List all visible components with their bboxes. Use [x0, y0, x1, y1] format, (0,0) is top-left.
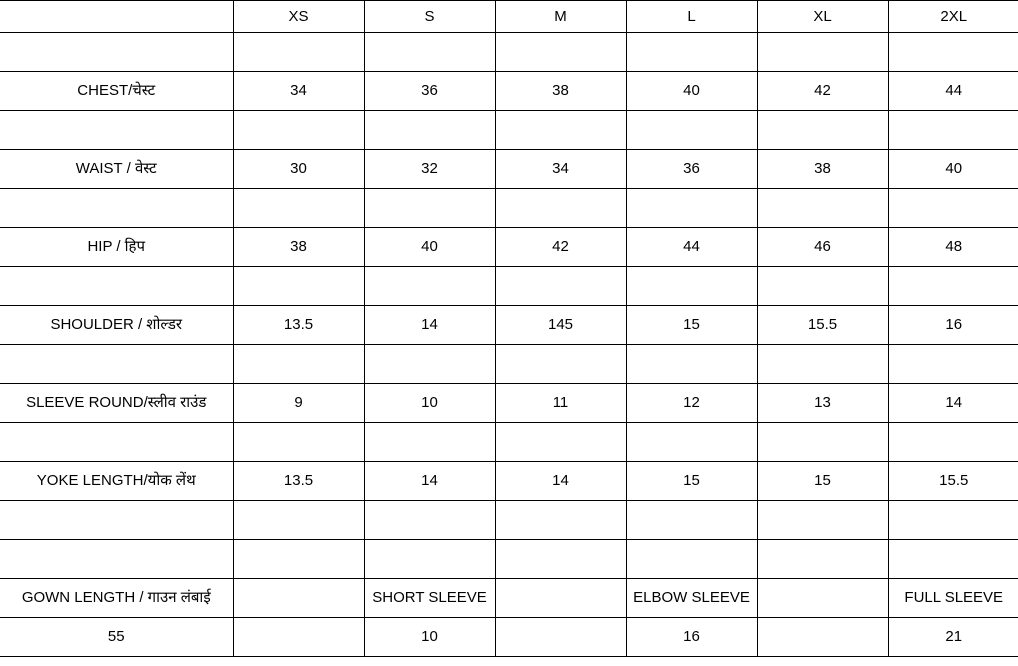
value-shoulder-xs: 13.5 — [233, 306, 364, 345]
spacer-cell — [233, 189, 364, 228]
header-cell-2xl: 2XL — [888, 1, 1018, 33]
table-row — [0, 306, 1018, 345]
value-sleeve-round-xs: 9 — [233, 384, 364, 423]
measurement-label-hip: HIP / हिप — [0, 228, 233, 267]
value-waist-m: 34 — [495, 150, 626, 189]
value-yoke-length-xs: 13.5 — [233, 462, 364, 501]
measurement-label-sleeve-round: SLEEVE ROUND/स्लीव राउंड — [0, 384, 233, 423]
measurement-label-yoke-length: YOKE LENGTH/योक लेंथ — [0, 462, 233, 501]
gown-empty-xs — [233, 579, 364, 618]
value-hip-xl: 46 — [757, 228, 888, 267]
spacer-cell — [364, 111, 495, 150]
spacer-cell — [233, 267, 364, 306]
value-sleeve-round-2xl: 14 — [888, 384, 1018, 423]
spacer-cell — [888, 423, 1018, 462]
value-elbow-sleeve: 16 — [626, 618, 757, 657]
header-cell-label — [0, 1, 233, 33]
table-row — [0, 579, 1018, 618]
value-sleeve-round-xl: 13 — [757, 384, 888, 423]
spacer-cell — [233, 111, 364, 150]
spacer-cell — [0, 111, 233, 150]
spacer-cell — [233, 540, 364, 579]
table-row — [0, 150, 1018, 189]
value-full-sleeve: 21 — [888, 618, 1018, 657]
spacer-cell — [364, 33, 495, 72]
value-yoke-length-l: 15 — [626, 462, 757, 501]
value-short-sleeve: 10 — [364, 618, 495, 657]
spacer-cell — [757, 189, 888, 228]
value-shoulder-s: 14 — [364, 306, 495, 345]
table-row — [0, 228, 1018, 267]
spacer-cell — [626, 540, 757, 579]
measurement-label-waist: WAIST / वेस्ट — [0, 150, 233, 189]
spacer-cell — [888, 33, 1018, 72]
size-chart-body — [0, 1, 1018, 657]
value-hip-xs: 38 — [233, 228, 364, 267]
value-waist-l: 36 — [626, 150, 757, 189]
sleeve-empty-xl — [757, 618, 888, 657]
spacer-cell — [233, 501, 364, 540]
table-row — [0, 618, 1018, 657]
spacer-cell — [233, 423, 364, 462]
spacer-cell — [495, 189, 626, 228]
spacer-cell — [888, 345, 1018, 384]
sleeve-option-full: FULL SLEEVE — [888, 579, 1018, 618]
spacer-cell — [757, 267, 888, 306]
spacer-cell — [495, 33, 626, 72]
value-hip-l: 44 — [626, 228, 757, 267]
spacer-cell — [757, 423, 888, 462]
spacer-cell — [495, 501, 626, 540]
spacer-cell — [364, 189, 495, 228]
table-row — [0, 384, 1018, 423]
table-row — [0, 33, 1018, 72]
spacer-cell — [888, 540, 1018, 579]
header-cell-xs: XS — [233, 1, 364, 33]
value-hip-2xl: 48 — [888, 228, 1018, 267]
sleeve-empty-m — [495, 618, 626, 657]
value-yoke-length-s: 14 — [364, 462, 495, 501]
value-chest-2xl: 44 — [888, 72, 1018, 111]
spacer-cell — [0, 423, 233, 462]
spacer-cell — [364, 423, 495, 462]
spacer-cell — [364, 501, 495, 540]
value-waist-s: 32 — [364, 150, 495, 189]
spacer-cell — [888, 501, 1018, 540]
table-row — [0, 462, 1018, 501]
value-chest-s: 36 — [364, 72, 495, 111]
spacer-cell — [626, 189, 757, 228]
header-cell-s: S — [364, 1, 495, 33]
value-waist-xl: 38 — [757, 150, 888, 189]
value-chest-xl: 42 — [757, 72, 888, 111]
spacer-cell — [495, 345, 626, 384]
header-cell-m: M — [495, 1, 626, 33]
value-yoke-length-m: 14 — [495, 462, 626, 501]
value-chest-xs: 34 — [233, 72, 364, 111]
value-chest-l: 40 — [626, 72, 757, 111]
spacer-cell — [626, 345, 757, 384]
measurement-label-gown-length: GOWN LENGTH / गाउन लंबाई — [0, 579, 233, 618]
value-gown-length: 55 — [0, 618, 233, 657]
table-row — [0, 540, 1018, 579]
sleeve-empty-xs — [233, 618, 364, 657]
value-shoulder-2xl: 16 — [888, 306, 1018, 345]
table-row — [0, 72, 1018, 111]
spacer-cell — [757, 111, 888, 150]
value-hip-m: 42 — [495, 228, 626, 267]
value-shoulder-xl: 15.5 — [757, 306, 888, 345]
table-row — [0, 111, 1018, 150]
header-cell-l: L — [626, 1, 757, 33]
spacer-cell — [757, 33, 888, 72]
value-sleeve-round-m: 11 — [495, 384, 626, 423]
value-shoulder-m: 145 — [495, 306, 626, 345]
spacer-cell — [888, 267, 1018, 306]
value-shoulder-l: 15 — [626, 306, 757, 345]
spacer-cell — [495, 540, 626, 579]
spacer-cell — [0, 345, 233, 384]
spacer-cell — [626, 501, 757, 540]
spacer-cell — [233, 33, 364, 72]
table-row — [0, 267, 1018, 306]
spacer-cell — [495, 111, 626, 150]
sleeve-option-short: SHORT SLEEVE — [364, 579, 495, 618]
spacer-cell — [626, 111, 757, 150]
value-yoke-length-2xl: 15.5 — [888, 462, 1018, 501]
spacer-cell — [364, 345, 495, 384]
spacer-cell — [626, 33, 757, 72]
table-row — [0, 423, 1018, 462]
spacer-cell — [495, 423, 626, 462]
spacer-cell — [757, 345, 888, 384]
spacer-cell — [888, 111, 1018, 150]
spacer-cell — [233, 345, 364, 384]
spacer-cell — [0, 189, 233, 228]
spacer-cell — [364, 267, 495, 306]
header-cell-xl: XL — [757, 1, 888, 33]
spacer-cell — [0, 501, 233, 540]
spacer-cell — [626, 267, 757, 306]
value-waist-2xl: 40 — [888, 150, 1018, 189]
spacer-cell — [757, 540, 888, 579]
table-row — [0, 189, 1018, 228]
gown-empty-xl — [757, 579, 888, 618]
spacer-cell — [0, 540, 233, 579]
spacer-cell — [495, 267, 626, 306]
value-sleeve-round-l: 12 — [626, 384, 757, 423]
measurement-label-shoulder: SHOULDER / शोल्डर — [0, 306, 233, 345]
value-yoke-length-xl: 15 — [757, 462, 888, 501]
table-row — [0, 501, 1018, 540]
gown-empty-m — [495, 579, 626, 618]
table-header-row — [0, 1, 1018, 33]
spacer-cell — [888, 189, 1018, 228]
spacer-cell — [0, 267, 233, 306]
spacer-cell — [757, 501, 888, 540]
spacer-cell — [0, 33, 233, 72]
value-sleeve-round-s: 10 — [364, 384, 495, 423]
measurement-label-chest: CHEST/चेस्ट — [0, 72, 233, 111]
table-row — [0, 345, 1018, 384]
spacer-cell — [626, 423, 757, 462]
value-waist-xs: 30 — [233, 150, 364, 189]
spacer-cell — [364, 540, 495, 579]
value-chest-m: 38 — [495, 72, 626, 111]
value-hip-s: 40 — [364, 228, 495, 267]
sleeve-option-elbow: ELBOW SLEEVE — [626, 579, 757, 618]
